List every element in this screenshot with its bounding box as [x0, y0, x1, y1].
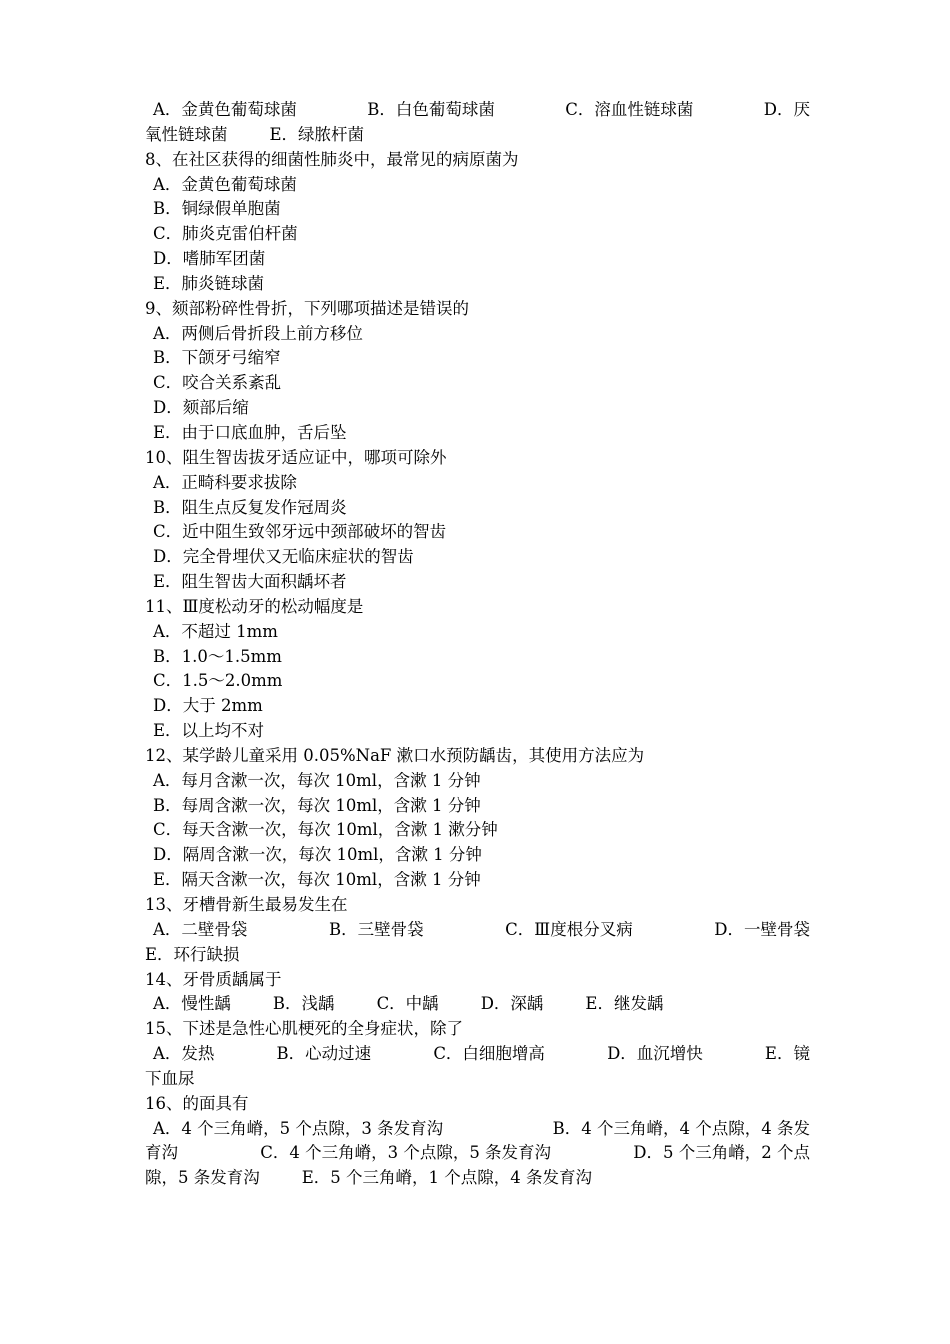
- q15-option-e-cont: 下血尿: [145, 1068, 195, 1088]
- q10-option-c: C．近中阻生致邻牙远中颈部破坏的智齿: [153, 522, 447, 542]
- q12-option-c: C．每天含漱一次，每次 10ml，含漱 1 漱分钟: [153, 820, 498, 840]
- q10-option-e: E．阻生智齿大面积龋坏者: [153, 572, 347, 592]
- q13-stem: 13、牙槽骨新生最易发生在: [145, 895, 348, 914]
- q16-option-b: B．4 个三角嵴，4 个点隙，4 条发: [552, 1118, 810, 1138]
- q11-stem: 11、Ⅲ度松动牙的松动幅度是: [145, 596, 364, 616]
- q16-option-c: C．4 个三角嵴，3 个点隙，5 条发育沟: [260, 1143, 552, 1163]
- q14-option-e: E．继发龋: [585, 994, 664, 1014]
- q16-options-row-1: [145, 1117, 810, 1142]
- q14-option-a: A．慢性龋: [153, 994, 231, 1014]
- q8-option-d: D．嗜肺军团菌: [153, 249, 266, 269]
- q11-option-e: E．以上均不对: [153, 721, 265, 741]
- q7-option-c: C．溶血性链球菌: [565, 100, 694, 119]
- q16-option-e: E．5 个三角嵴，1 个点隙，4 条发育沟: [301, 1168, 593, 1188]
- q15-option-e: E．镜: [764, 1044, 810, 1064]
- q14-option-b: B．浅龋: [272, 994, 335, 1014]
- q15-options-row: [145, 1042, 810, 1067]
- q14-option-d: D．深龋: [480, 994, 544, 1014]
- q16-option-d-cont: 隙，5 条发育沟: [145, 1168, 260, 1188]
- q14-stem: 14、牙骨质龋属于: [145, 969, 282, 989]
- q7-option-a: A．金黄色葡萄球菌: [153, 100, 297, 119]
- q15-stem: 15、下述是急性心肌梗死的全身症状，除了: [145, 1019, 463, 1039]
- q7-options-row-2: [145, 123, 810, 148]
- q10-option-b: B．阻生点反复发作冠周炎: [153, 497, 347, 517]
- q10-option-a: A．正畸科要求拔除: [153, 472, 297, 492]
- q8-option-e: E．肺炎链球菌: [153, 273, 265, 293]
- q13-option-d: D．一壁骨袋: [714, 919, 810, 939]
- q9-option-d: D．颏部后缩: [153, 398, 249, 418]
- q14-options-row: [145, 992, 810, 1017]
- q10-stem: 10、阻生智齿拔牙适应证中，哪项可除外: [145, 447, 447, 467]
- q8-option-a: A．金黄色葡萄球菌: [153, 174, 297, 194]
- q12-stem: 12、某学龄儿童采用 0.05%NaF 漱口水预防龋齿，其使用方法应为: [145, 745, 645, 765]
- question-list: [145, 98, 810, 1191]
- q7-option-d-cont: 氧性链球菌: [145, 124, 228, 144]
- q11-option-d: D．大于 2mm: [153, 696, 263, 716]
- q16-stem: 16、的面具有: [145, 1093, 249, 1113]
- q7-option-e: E．绿脓杆菌: [269, 124, 365, 144]
- q16-option-a: A．4 个三角嵴，5 个点隙，3 条发育沟: [153, 1118, 444, 1138]
- q15-option-c: C．白细胞增高: [433, 1044, 545, 1064]
- q14-option-c: C．中龋: [376, 994, 439, 1014]
- q16-options-row-3: [145, 1166, 810, 1191]
- q7-option-d: D．厌: [763, 100, 810, 119]
- q8-stem: 8、在社区获得的细菌性肺炎中，最常见的病原菌为: [145, 149, 519, 169]
- q9-option-c: C．咬合关系紊乱: [153, 373, 282, 393]
- q13-option-e: E．环行缺损: [145, 944, 240, 964]
- q8-option-b: B．铜绿假单胞菌: [153, 199, 281, 219]
- q10-option-d: D．完全骨埋伏又无临床症状的智齿: [153, 547, 414, 567]
- q11-option-b: B．1.0～1.5mm: [153, 646, 282, 666]
- q9-option-a: A．两侧后骨折段上前方移位: [153, 323, 363, 343]
- q12-option-b: B．每周含漱一次，每次 10ml，含漱 1 分钟: [153, 795, 481, 815]
- q7-option-b: B．白色葡萄球菌: [367, 100, 495, 119]
- q12-option-d: D．隔周含漱一次，每次 10ml，含漱 1 分钟: [153, 845, 482, 865]
- q11-option-a: A．不超过 1mm: [153, 621, 278, 641]
- q16-options-row-2: [145, 1141, 810, 1166]
- q9-stem: 9、颏部粉碎性骨折，下列哪项描述是错误的: [145, 298, 469, 318]
- q15-option-d: D．血沉增快: [607, 1044, 703, 1064]
- q13-options-row: [145, 918, 810, 943]
- q12-option-a: A．每月含漱一次，每次 10ml，含漱 1 分钟: [153, 770, 481, 790]
- q11-option-c: C．1.5～2.0mm: [153, 671, 283, 691]
- q15-option-b: B．心动过速: [276, 1044, 372, 1064]
- q13-option-c: C．Ⅲ度根分叉病: [505, 919, 633, 939]
- q7-options-row: [145, 98, 810, 123]
- q16-option-d: D．5 个三角嵴，2 个点: [633, 1143, 810, 1163]
- q9-option-e: E．由于口底血肿，舌后坠: [153, 422, 347, 442]
- q12-option-e: E．隔天含漱一次，每次 10ml，含漱 1 分钟: [153, 870, 481, 890]
- q13-option-a: A．二壁骨袋: [153, 919, 248, 939]
- q16-option-b-cont: 育沟: [145, 1143, 178, 1163]
- q8-option-c: C．肺炎克雷伯杆菌: [153, 224, 298, 244]
- q13-option-b: B．三壁骨袋: [328, 919, 424, 939]
- q9-option-b: B．下颌牙弓缩窄: [153, 348, 281, 368]
- q15-option-a: A．发热: [153, 1044, 215, 1064]
